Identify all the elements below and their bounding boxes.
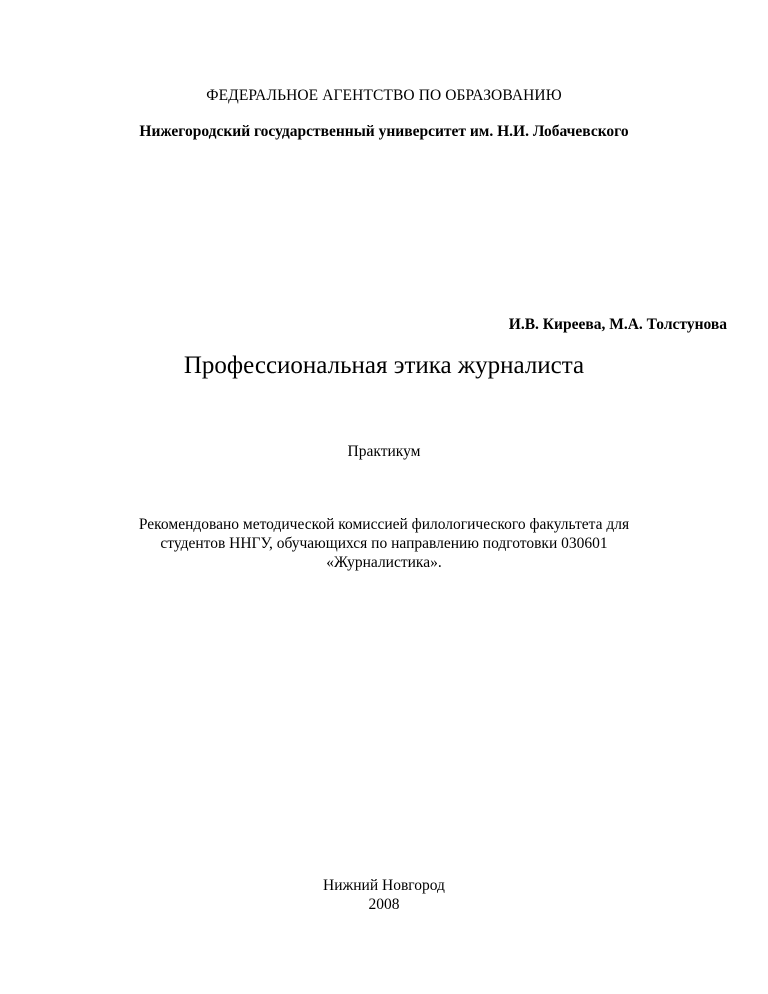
document-subtitle: Практикум	[347, 443, 421, 460]
publication-year: 2008	[368, 896, 400, 913]
recommendation-line: «Журналистика».	[326, 554, 442, 571]
recommendation-line: студентов ННГУ, обучающихся по направлению подготовки 030601	[160, 535, 608, 552]
publication-city: Нижний Новгород	[323, 877, 445, 894]
recommendation-line: Рекомендовано методической комиссией филологического факультета для	[138, 516, 630, 533]
document-title: Профессиональная этика журналиста	[183, 352, 585, 379]
authors: И.В. Киреева, М.А. Толстунова	[508, 316, 727, 333]
agency-name: ФЕДЕРАЛЬНОЕ АГЕНТСТВО ПО ОБРАЗОВАНИЮ	[206, 87, 562, 104]
recommendation-text	[60, 515, 708, 572]
university-name: Нижегородский государственный университет им. Н.И. Лобачевского	[139, 123, 629, 140]
